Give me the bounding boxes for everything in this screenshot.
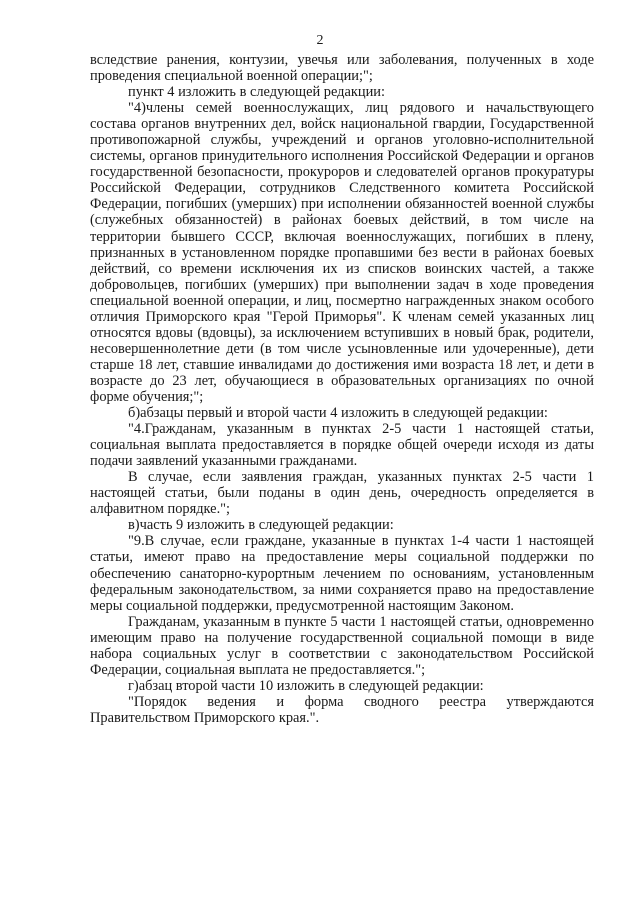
paragraph-continuation: вследствие ранения, контузии, увечья или заболевания, полученных в ходе проведения специальной военной операции;"; [90, 52, 594, 85]
paragraph-part-4-intro: б)абзацы первый и второй части 4 изложить в следующей редакции: [128, 405, 548, 422]
document-body [90, 52, 594, 726]
paragraph-part-10-intro: г)абзац второй части 10 изложить в следующей редакции: [128, 677, 484, 694]
paragraph-part-9-second: Гражданам, указанным в пункте 5 части 1 настоящей статьи, одновременно имеющим право на получение государственной социальной помощи в виде набора социальных услуг в соответствии с законодательством Российской Федерации, социальная выплата не предоставляется."; [90, 613, 594, 678]
paragraph-part-10-text: "Порядок ведения и форма сводного реестра утверждаются Правительством Приморского края.". [90, 693, 594, 726]
paragraph-item-4-intro: пункт 4 изложить в следующей редакции: [128, 84, 385, 101]
paragraph-part-4-second: В случае, если заявления граждан, указанных пунктах 2-5 части 1 настоящей статьи, были поданы в один день, очередность определяется в алфавитном порядке."; [90, 469, 594, 518]
paragraph-part-9-intro: в)часть 9 изложить в следующей редакции: [128, 517, 394, 534]
paragraph-item-4-text: "4)члены семей военнослужащих, лиц рядового и начальствующего состава органов внутренних дел, войск национальной гвардии, Государственной противопожарной службы, учреждений и органов уголовно-исполнительной системы, органов принудительного исполнения Российской Федерации и органов государственной безопасности, прокуроров и следователей органов прокуратуры Российской Федерации, сотрудников Следственного комитета Российской Федерации, погибших (умерших) при исполнении обязанностей военной службы (служебных обязанностей) в районах боевых действий, в том числе на территории бывшего СССР, включая военнослужащих, погибших в плену, признанных в установленном порядке пропавшими без вести в районах боевых действий, со времени исключения их из списков воинских частей, а также добровольцев, погибших (умерших) при выполнении задач в ходе проведения специальной военной операции, и лиц, посмертно награжденных знаком особого отличия Приморского края "Герой Приморья". К членам семей указанных лиц относятся вдовы (вдовцы), за исключением вступивших в новый брак, родители, несовершеннолетние дети (в том числе усыновленные или удочеренные), дети старше 18 лет, ставшие инвалидами до достижения ими возраста 18 лет, и дети в возрасте до 23 лет, обучающиеся в образовательных организациях по очной форме обучения;"; [90, 100, 594, 405]
page-number: 2 [316, 33, 324, 48]
paragraph-part-4-first: "4.Гражданам, указанным в пунктах 2-5 части 1 настоящей статьи, социальная выплата предоставляется в порядке общей очереди исходя из даты подачи заявлений указанными гражданами. [90, 421, 594, 470]
paragraph-part-9-first: "9.В случае, если граждане, указанные в пунктах 1-4 части 1 настоящей статьи, имеют право на предоставление меры социальной поддержки по обеспечению санаторно-курортным лечением по основаниям, установленным федеральным законодательством, за ними сохраняется право на предоставление меры социальной поддержки, предусмотренной настоящим Законом. [90, 533, 594, 614]
